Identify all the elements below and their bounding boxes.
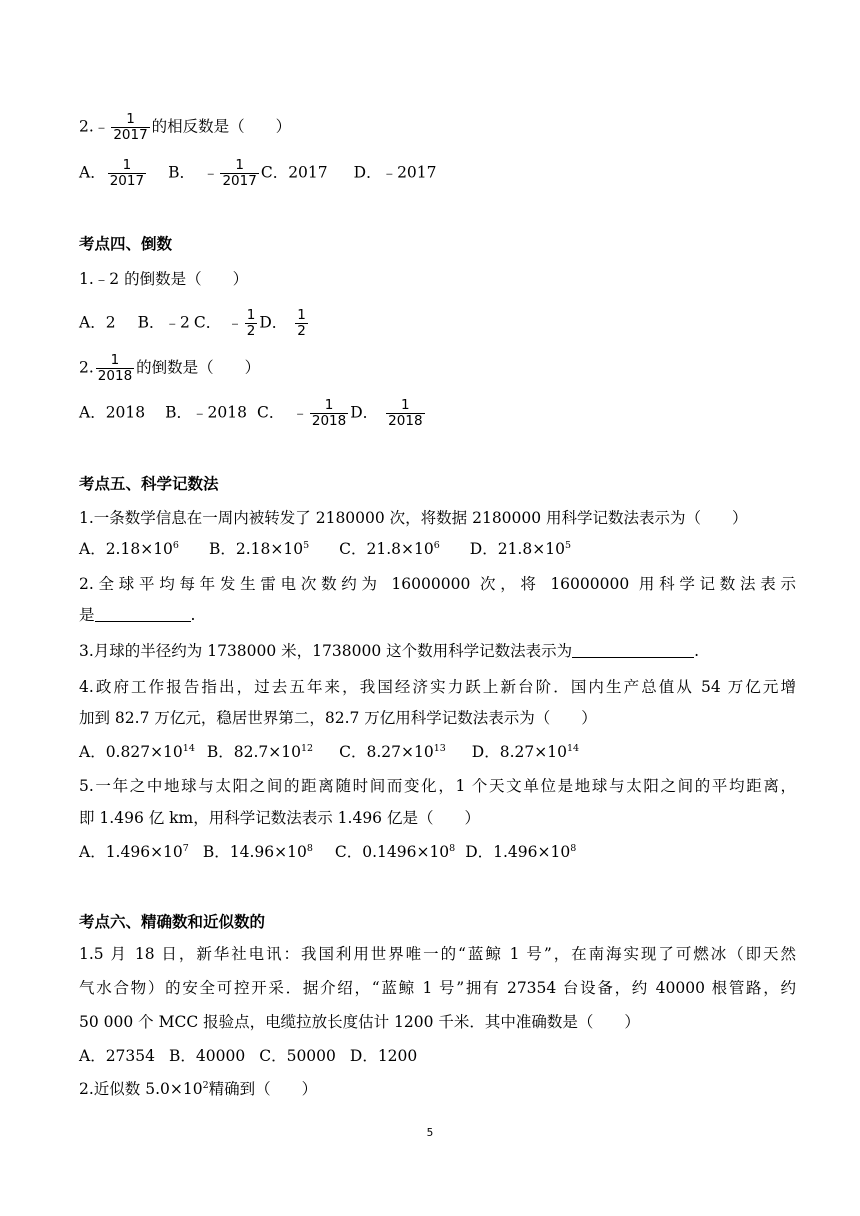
options-3-2: [79, 158, 796, 189]
option-b-label: B．: [168, 163, 195, 182]
question-text: 的倒数是（ ）: [136, 358, 261, 377]
question-5-5-line1: 5.一年之中地球与太阳之间的距离随时间而变化，1 个天文单位是地球与太阳之间的平均距离，: [79, 777, 796, 795]
question-6-2: 2.近似数 $5.0\times 10^2$精确到（ ）: [79, 1080, 318, 1098]
exponent: 6: [433, 540, 440, 551]
section-title-5: 考点五、科学记数法: [79, 475, 219, 493]
answer-blank: [572, 641, 694, 658]
question-5-4-line2: 加到 82.7 万亿元，稳居世界第二，82.7 万亿用科学记数法表示为（ ）: [79, 709, 597, 727]
section-title-6: 考点六、精确数和近似数的: [79, 913, 266, 931]
option-d: D．8.27×10: [471, 743, 567, 761]
exponent: 13: [433, 743, 446, 754]
exponent: 14: [566, 743, 580, 754]
exponent: 8: [449, 843, 456, 854]
option-b: B．14.96×10: [202, 843, 307, 861]
option-d: D．1200: [349, 1047, 418, 1065]
question-5-2-line1: 2.全球平均每年发生雷电次数约为 16000000 次，将 16000000 用科学记数法表示: [79, 575, 796, 593]
question-5-3: 3.月球的半径约为 1738000 米，1738000 这个数用科学记数法表示为 .: [79, 642, 700, 660]
exponent: 14: [182, 743, 195, 754]
answer-blank: [95, 605, 191, 622]
option-d-label: D．: [350, 403, 379, 422]
question-4-2: [79, 353, 796, 384]
option-a: A．27354: [79, 1047, 156, 1065]
exponent: 6: [172, 540, 179, 551]
question-number: 2.: [79, 358, 94, 377]
option-c-fraction: $\frac{1}{2}$: [246, 307, 256, 339]
exponent: 8: [306, 843, 313, 854]
options-4-2: [79, 398, 796, 429]
option-d-label: D．: [259, 313, 288, 332]
option-a: A．2018: [79, 403, 146, 422]
question-5-1: 1.一条数学信息在一周内被转发了 2180000 次，将数据 2180000 用科学记数法表示为（ ）: [79, 509, 748, 527]
option-c: C．50000: [259, 1047, 336, 1065]
option-b: B．2.18×10: [208, 540, 304, 558]
section-title-4: 考点四、倒数: [79, 235, 173, 253]
options-5-5: [79, 841, 796, 863]
exponent: 5: [564, 540, 571, 551]
question-6-1-line2: 气水合物）的安全可控开采．据介绍，“蓝鲸 1 号”拥有 27354 台设备，约 40000 根管路，约: [79, 979, 796, 997]
option-a-fraction: $\frac{1}{2017}$: [109, 157, 145, 189]
fraction: $\frac{1}{2018}$: [97, 352, 133, 384]
minus-sign: ﹣: [227, 313, 243, 332]
option-b: B．﹣2: [137, 313, 190, 332]
option-a: A．0.827×10: [79, 743, 183, 761]
minus-sign: ﹣: [93, 117, 110, 136]
option-d: D．1.496×10: [465, 843, 571, 861]
option-c-fraction: $\frac{1}{2018}$: [311, 397, 347, 429]
option-b: B．﹣2018: [165, 403, 247, 422]
option-b-fraction: $\frac{1}{2017}$: [222, 157, 257, 189]
question-5-4-line1: 4.政府工作报告指出，过去五年来，我国经济实力跃上新台阶．国内生产总值从 54 万亿元增: [79, 678, 796, 696]
exponent: 5: [303, 540, 310, 551]
question-6-1-line3: 50 000 个 MCC 报验点，电缆拉放长度估计 1200 千米．其中准确数是（ ）: [79, 1013, 640, 1031]
option-a: A．2: [79, 313, 116, 332]
option-b: B．82.7×10: [206, 743, 301, 761]
minus-sign: ﹣: [202, 163, 219, 182]
option-b: B．40000: [169, 1047, 246, 1065]
option-a: A．2.18×10: [79, 540, 173, 558]
option-c-label: C．: [256, 403, 285, 422]
option-a-label: A．: [79, 163, 106, 182]
options-5-1: [79, 538, 796, 560]
fraction: $\frac{1}{2017}$: [113, 111, 148, 143]
question-6-1-line1: 1.5 月 18 日，新华社电讯：我国利用世界唯一的“蓝鲸 1 号”，在南海实现了可燃冰（即天然: [79, 945, 796, 963]
exponent: 7: [182, 843, 189, 854]
option-d: D．﹣2017: [353, 163, 437, 182]
options-6-1: [79, 1045, 796, 1067]
minus-sign: ﹣: [292, 403, 308, 422]
option-a: A．1.496×10: [79, 843, 183, 861]
option-c: C．21.8×10: [339, 540, 434, 558]
option-c: C．8.27×10: [339, 743, 434, 761]
option-d: D．21.8×10: [469, 540, 565, 558]
question-4-1: 1.﹣2 的倒数是（ ）: [79, 270, 249, 288]
page-number: 5: [426, 1127, 434, 1139]
question-5-5-line2: 即 1.496 亿 km，用科学记数法表示 1.496 亿是（ ）: [79, 809, 480, 827]
option-d-fraction: $\frac{1}{2018}$: [388, 397, 423, 429]
option-c: C．0.1496×10: [334, 843, 450, 861]
question-3-2: [79, 112, 796, 143]
option-c-label: C．: [193, 313, 222, 332]
options-5-4: [79, 741, 796, 763]
question-text: 的相反数是（ ）: [151, 117, 292, 136]
exponent: 8: [570, 843, 577, 854]
question-5-2-line2: 是 .: [79, 606, 196, 624]
option-c: C．2017: [260, 163, 328, 182]
option-d-fraction: $\frac{1}{2}$: [297, 307, 306, 339]
exponent: 2: [202, 1080, 209, 1091]
exponent: 12: [301, 743, 314, 754]
question-number: 2.: [79, 117, 94, 136]
options-4-1: [79, 308, 796, 339]
